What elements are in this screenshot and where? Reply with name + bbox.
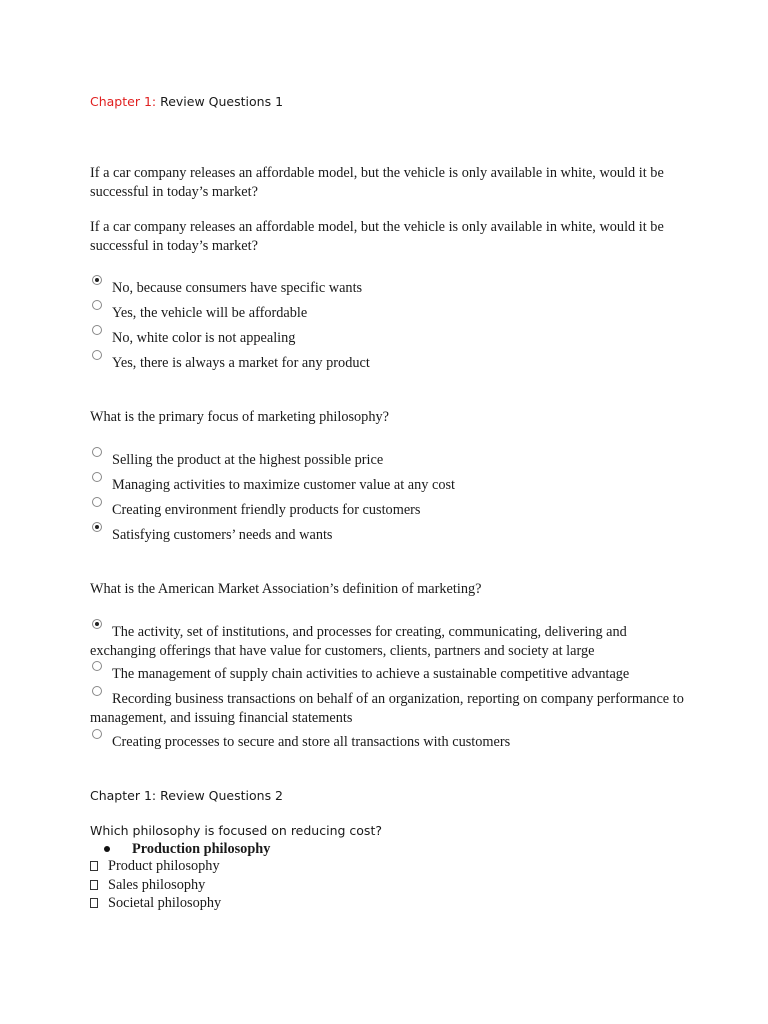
radio-icon[interactable] (92, 686, 102, 696)
section-2-question: Which philosophy is focused on reducing cost? (90, 823, 382, 838)
q2-option-4[interactable]: Satisfying customers’ needs and wants (90, 526, 690, 545)
q3-option-1[interactable]: The activity, set of institutions, and processes for creating, communicating, delivering and exchanging offerings that have value for customers, clients, partners and society at large (90, 623, 690, 661)
q3-option-3[interactable]: Recording business transactions on behalf of an organization, reporting on company performance to management, and issuing financial statements (90, 690, 690, 728)
radio-icon[interactable] (92, 497, 102, 507)
radio-icon[interactable] (92, 350, 102, 360)
choice-item-1: Product philosophy (90, 857, 220, 875)
radio-icon[interactable] (92, 472, 102, 482)
radio-selected-icon[interactable] (92, 275, 102, 285)
q3-option-2[interactable]: The management of supply chain activities to achieve a sustainable competitive advantage (90, 665, 690, 684)
radio-icon[interactable] (92, 300, 102, 310)
question-1-text-repeat: If a car company releases an affordable model, but the vehicle is only available in white, would it be successful in today’s market? (90, 219, 664, 254)
radio-icon[interactable] (92, 661, 102, 671)
missing-glyph-icon (90, 861, 98, 871)
missing-glyph-icon (90, 898, 98, 908)
section-heading-2: Chapter 1: Review Questions 2 (90, 788, 284, 803)
q1-option-3[interactable]: No, white color is not appealing (90, 329, 690, 348)
radio-icon[interactable] (92, 325, 102, 335)
radio-icon[interactable] (92, 729, 102, 739)
radio-selected-icon[interactable] (92, 619, 102, 629)
missing-glyph-icon (90, 880, 98, 890)
q2-option-1[interactable]: Selling the product at the highest possible price (90, 451, 690, 470)
q1-option-1[interactable]: No, because consumers have specific wants (90, 279, 690, 298)
choice-item-3: Societal philosophy (90, 894, 221, 912)
choice-item-2: Sales philosophy (90, 876, 205, 894)
q1-option-4[interactable]: Yes, there is always a market for any product (90, 354, 690, 373)
heading-title: Review Questions 1 (156, 94, 284, 109)
bullet-icon (104, 846, 110, 852)
radio-selected-icon[interactable] (92, 522, 102, 532)
question-1-text: If a car company releases an affordable model, but the vehicle is only available in white, would it be successful in today’s market? (90, 165, 664, 200)
q2-option-3[interactable]: Creating environment friendly products for customers (90, 501, 690, 520)
section-heading-1 (90, 94, 283, 109)
q3-option-4[interactable]: Creating processes to secure and store all transactions with customers (90, 733, 690, 752)
heading-chapter-label: Chapter 1: (90, 94, 157, 109)
question-3-text: What is the American Market Association’s definition of marketing? (90, 581, 482, 597)
q1-option-2[interactable]: Yes, the vehicle will be affordable (90, 304, 690, 323)
q2-option-2[interactable]: Managing activities to maximize customer value at any cost (90, 476, 690, 495)
radio-icon[interactable] (92, 447, 102, 457)
question-2-text: What is the primary focus of marketing philosophy? (90, 409, 389, 425)
answer-item: Production philosophy (90, 840, 270, 858)
